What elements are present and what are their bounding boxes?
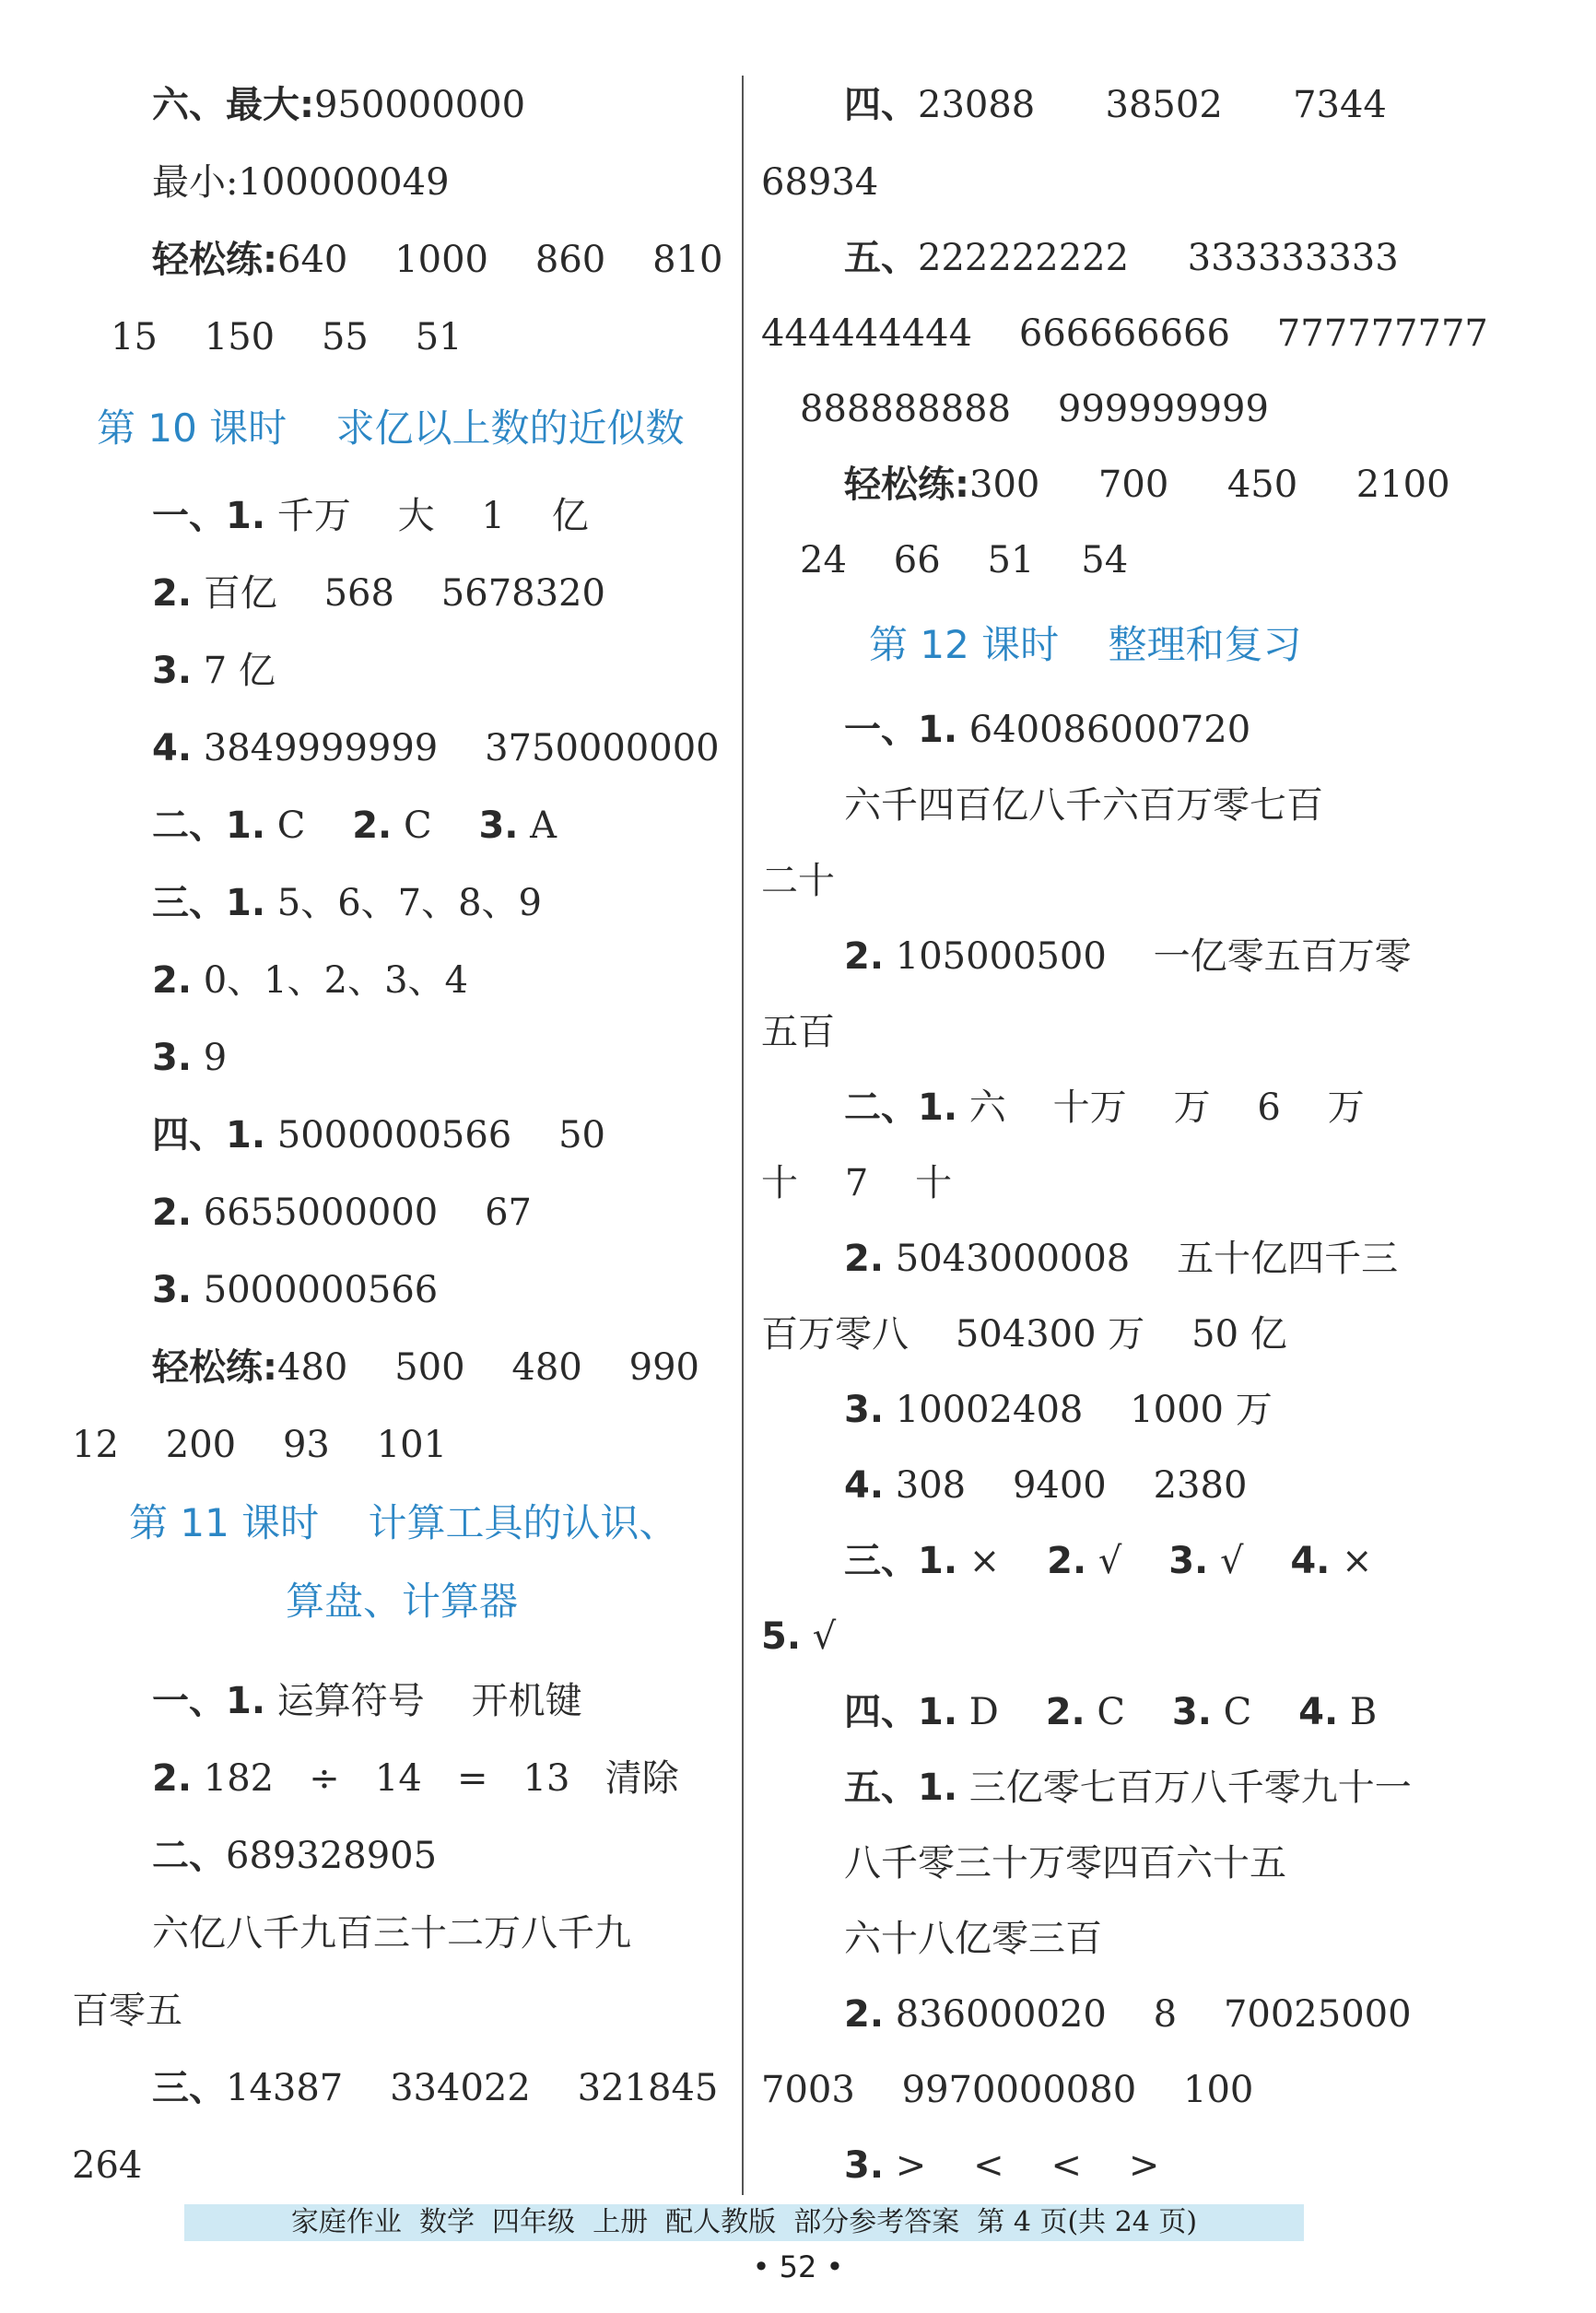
section-heading: 第 10 课时 求亿以上数的近似数: [97, 405, 685, 451]
answer-line: 轻松练:640 1000 860 810: [152, 239, 723, 281]
answer-line: 八千零三十万零四百六十五: [844, 1842, 1286, 1884]
answer-line: 二、689328905: [152, 1835, 438, 1877]
answer-line: 2. 0、1、2、3、4: [152, 959, 468, 1002]
answer-line: 二十: [761, 860, 835, 902]
answer-line: 百万零八 504300 万 50 亿: [761, 1313, 1287, 1356]
answer-line: 五百: [761, 1011, 835, 1053]
answer-line: 15 150 55 51: [111, 316, 463, 358]
answer-line: 四、1. D 2. C 3. C 4. B: [844, 1691, 1378, 1733]
answer-line: 2. 5043000008 五十亿四千三: [844, 1238, 1399, 1280]
answer-line: 4. 308 9400 2380: [844, 1464, 1248, 1507]
answer-line: 3. > < < >: [844, 2144, 1160, 2187]
answer-line: 四、1. 5000000566 50: [152, 1114, 605, 1156]
answer-line: 2. 836000020 8 70025000: [844, 1993, 1412, 2036]
answer-line: 3. 10002408 1000 万: [844, 1389, 1273, 1431]
answer-line: 五、1. 三亿零七百万八千零九十一: [844, 1767, 1412, 1809]
answer-line: 三、14387 334022 321845: [152, 2067, 719, 2109]
footer-banner: [184, 2204, 1304, 2241]
answer-line: 2. 182 ÷ 14 = 13 清除: [152, 1757, 679, 1800]
answer-line: 2. 105000500 一亿零五百万零: [844, 935, 1412, 978]
answer-line: 最小:100000049: [152, 161, 450, 204]
column-divider: [742, 76, 744, 2195]
answer-line: 六千四百亿八千六百万零七百: [844, 784, 1323, 827]
section-heading: 第 12 课时 整理和复习: [869, 622, 1302, 667]
answer-line: 68934: [761, 161, 879, 204]
answer-line: 2. 百亿 568 5678320: [152, 572, 605, 615]
answer-line: 三、1. 5、6、7、8、9: [152, 882, 542, 924]
answer-line: 3. 7 亿: [152, 650, 276, 692]
answer-line: 六、最大:950000000: [152, 84, 526, 126]
answer-line: 3. 9: [152, 1037, 228, 1079]
section-heading: 算盘、计算器: [286, 1579, 519, 1624]
section-heading: 第 11 课时 计算工具的认识、: [129, 1500, 678, 1545]
answer-line: 2. 6655000000 67: [152, 1192, 532, 1234]
answer-line: 二、1. 六 十万 万 6 万: [844, 1086, 1365, 1129]
answer-line: 12 200 93 101: [72, 1424, 448, 1466]
answer-line: 24 66 51 54: [800, 539, 1129, 581]
answer-line: 264: [72, 2144, 143, 2187]
answer-line: 二、1. C 2. C 3. A: [152, 804, 557, 847]
answer-line: 444444444 666666666 777777777: [761, 312, 1488, 355]
answer-line: 轻松练:480 500 480 990: [152, 1346, 699, 1389]
answer-line: 三、1. × 2. √ 3. √ 4. ×: [844, 1540, 1373, 1582]
answer-line: 百零五: [72, 1990, 182, 2032]
answer-line: 4. 3849999999 3750000000: [152, 727, 720, 769]
answer-line: 五、222222222 333333333: [844, 237, 1399, 279]
page-number: • 52 •: [752, 2249, 844, 2284]
answer-line: 888888888 999999999: [800, 388, 1269, 430]
answer-line: 5. √: [761, 1615, 837, 1658]
answer-line: 7003 9970000080 100: [761, 2069, 1254, 2111]
answer-line: 一、1. 640086000720: [844, 709, 1251, 751]
answer-line: 轻松练:300 700 450 2100: [844, 464, 1450, 506]
answer-line: 3. 5000000566: [152, 1269, 439, 1311]
answer-line: 六亿八千九百三十二万八千九: [152, 1912, 631, 1955]
answer-line: 六十八亿零三百: [844, 1918, 1102, 1960]
answer-line: 一、1. 千万 大 1 亿: [152, 495, 589, 537]
answer-line: 一、1. 运算符号 开机键: [152, 1680, 582, 1722]
footer-text: 家庭作业 数学 四年级 上册 配人教版 部分参考答案 第 4 页(共 24 页): [290, 2206, 1198, 2238]
answer-line: 四、23088 38502 7344: [844, 84, 1387, 126]
answer-line: 十 7 十: [761, 1162, 953, 1204]
